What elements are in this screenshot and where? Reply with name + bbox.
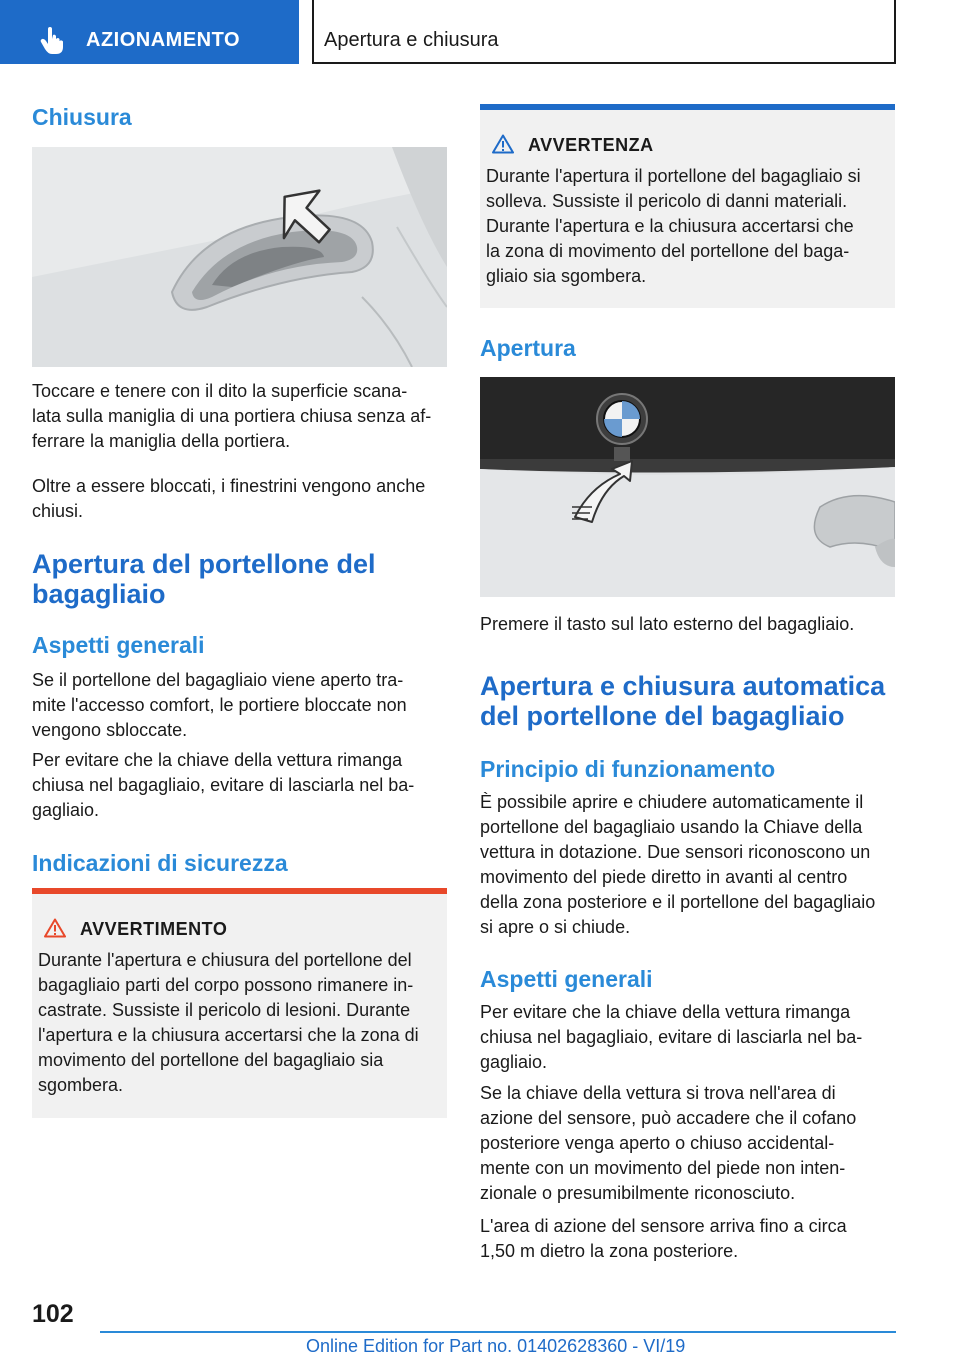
door-handle-illustration (32, 147, 447, 367)
paragraph-principio: È possibile aprire e chiudere automaticamente il portellone del bagagliaio usando la Chiave della vettura in dotazione. Due sensori riconoscono un movimento del piede diretto in avanti al centro della zona posteriore e il portellone del bagagliaio si apre o si chiude. (480, 792, 876, 937)
warning-box-avvertenza (480, 104, 895, 308)
heading-indicazioni-sicurezza: Indicazioni di sicurezza (32, 850, 288, 876)
trunk-button-illustration (480, 377, 895, 597)
footer-rule (100, 1331, 896, 1333)
heading-chiusura: Chiusura (32, 104, 132, 130)
notice-bar (480, 104, 895, 110)
warning-title: AVVERTIMENTO (80, 919, 228, 939)
heading-apertura-automatica: Apertura e chiusura automatica del portellone del bagagliaio (480, 671, 886, 731)
section-name: AZIONAMENTO (86, 29, 241, 51)
heading-apertura-portellone: Apertura del portellone del bagagliaio (32, 549, 376, 609)
notice-text: Durante l'apertura il portellone del bagagliaio si solleva. Sussiste il pericolo di danni materiali. Durante l'apertura e la chiusura accertarsi che la zona di movimento del portellone del baga- gliaio sia sgombera. (486, 166, 861, 286)
paragraph-chiave-right: Per evitare che la chiave della vettura rimanga chiusa nel bagagliaio, evitare di lasciarla nel ba- gagliaio. (480, 1002, 863, 1072)
chapter-title: Apertura e chiusura (324, 29, 499, 51)
paragraph-finestrini: Oltre a essere bloccati, i finestrini vengono anche chiusi. (32, 476, 426, 521)
heading-aspetti-generali-right: Aspetti generali (480, 966, 653, 992)
paragraph-raggio-sensore: L'area di azione del sensore arriva fino a circa 1,50 m dietro la zona posteriore. (480, 1216, 847, 1261)
paragraph-toccare: Toccare e tenere con il dito la superficie scana- lata sulla maniglia di una portiera chiusa senza af- ferrare la maniglia della portiera. (32, 381, 432, 451)
paragraph-premere-tasto: Premere il tasto sul lato esterno del bagagliaio. (480, 614, 855, 634)
notice-title: AVVERTENZA (528, 135, 654, 155)
warning-text: Durante l'apertura e chiusura del portellone del bagagliaio parti del corpo possono rimanere in- castrate. Sussiste il pericolo di lesioni. Durante l'apertura e la chiusura accertarsi che la zona di movimento del portellone del bagagliaio sia sgombera. (38, 950, 419, 1095)
heading-aspetti-generali-left: Aspetti generali (32, 632, 205, 658)
page-number: 102 (32, 1300, 74, 1328)
warning-box-avvertimento (32, 888, 447, 1118)
heading-apertura: Apertura (480, 335, 576, 361)
paragraph-chiave-left: Per evitare che la chiave della vettura rimanga chiusa nel bagagliaio, evitare di lasciarla nel ba- gagliaio. (32, 750, 415, 820)
warning-triangle-icon (492, 134, 514, 154)
warning-bar (32, 888, 447, 894)
hand-pointer-icon (40, 27, 66, 55)
paragraph-area-sensore: Se la chiave della vettura si trova nell'area di azione del sensore, può accadere che il cofano posteriore venga aperto o chiuso accidental- mente con un movimento del piede non inten- zionale o presumibilmente riconosciuto. (480, 1083, 857, 1203)
heading-principio: Principio di funzionamento (480, 756, 776, 782)
warning-triangle-icon (44, 918, 66, 938)
footer-edition: Online Edition for Part no. 01402628360 - VI/19 (306, 1336, 686, 1356)
paragraph-accesso-comfort: Se il portellone del bagagliaio viene aperto tra- mite l'accesso comfort, le portiere bloccate non vengono sbloccate. (32, 670, 407, 740)
